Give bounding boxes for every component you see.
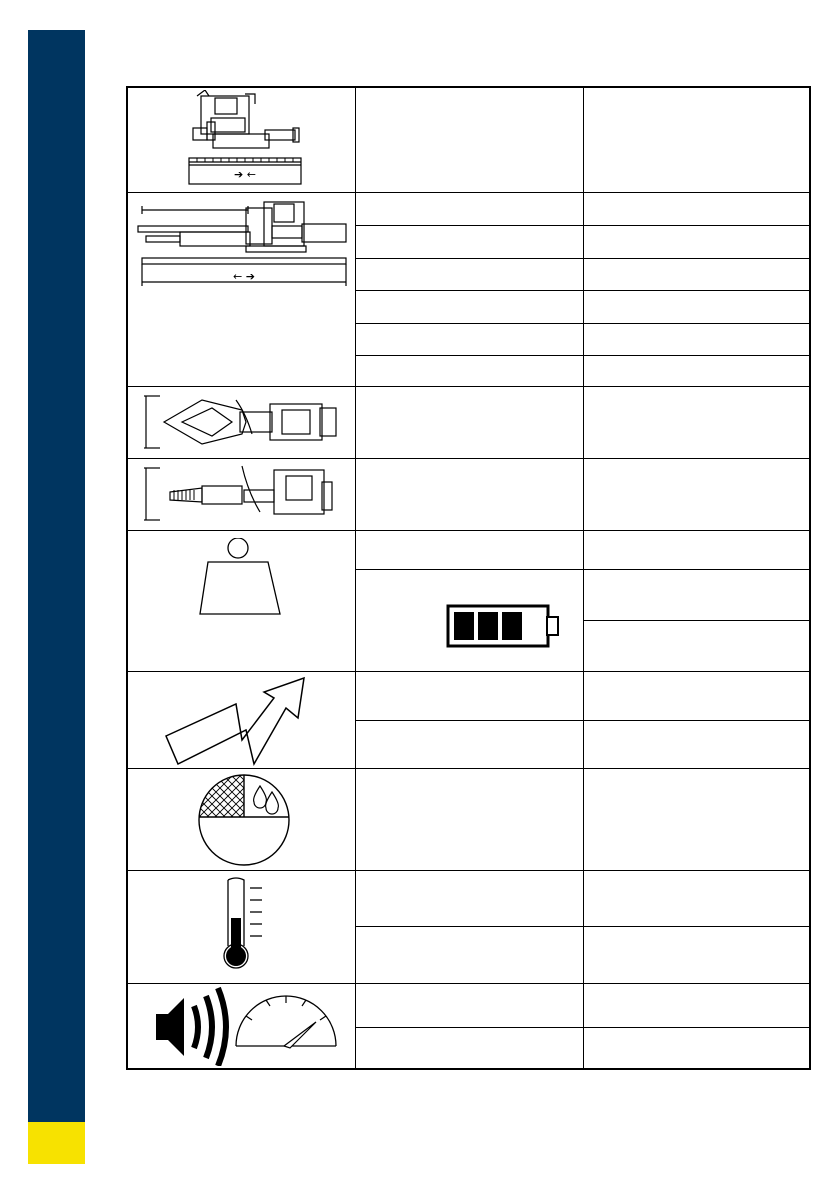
opening-spread-length-diagram-icon (136, 196, 348, 288)
subrow-divider (355, 355, 809, 356)
sidebar-accent-tab (28, 1122, 85, 1164)
subrow-divider (583, 620, 809, 621)
row-divider (128, 458, 809, 459)
column-divider (583, 88, 584, 1068)
subrow-divider (355, 225, 809, 226)
ip-rating-dust-water-icon (196, 772, 292, 868)
weight-icon (196, 538, 286, 618)
row-divider (128, 530, 809, 531)
tool-dimensions-open-view-icon (142, 462, 342, 526)
row-divider (128, 192, 809, 193)
subrow-divider (355, 1027, 809, 1028)
row-divider (128, 768, 809, 769)
row-divider (128, 671, 809, 672)
row-divider (128, 386, 809, 387)
subrow-divider (355, 290, 809, 291)
svg-text:← ➔: ← ➔ (233, 270, 255, 283)
jaw-closed-length-diagram-icon (183, 90, 308, 188)
row-divider (128, 983, 809, 984)
thermometer-icon (210, 876, 270, 972)
subrow-divider (355, 258, 809, 259)
power-arrow-icon (164, 674, 314, 768)
sound-level-gauge-icon (152, 986, 342, 1066)
tool-dimensions-side-view-icon (142, 390, 342, 454)
column-divider (355, 88, 356, 1068)
subrow-divider (355, 569, 809, 570)
specification-table (126, 86, 811, 1070)
sidebar-stripe (28, 30, 85, 1122)
row-divider (128, 870, 809, 871)
battery-icon (446, 604, 562, 648)
subrow-divider (355, 323, 809, 324)
svg-text:➔ ←: ➔ ← (234, 168, 256, 181)
subrow-divider (355, 720, 809, 721)
subrow-divider (355, 926, 809, 927)
